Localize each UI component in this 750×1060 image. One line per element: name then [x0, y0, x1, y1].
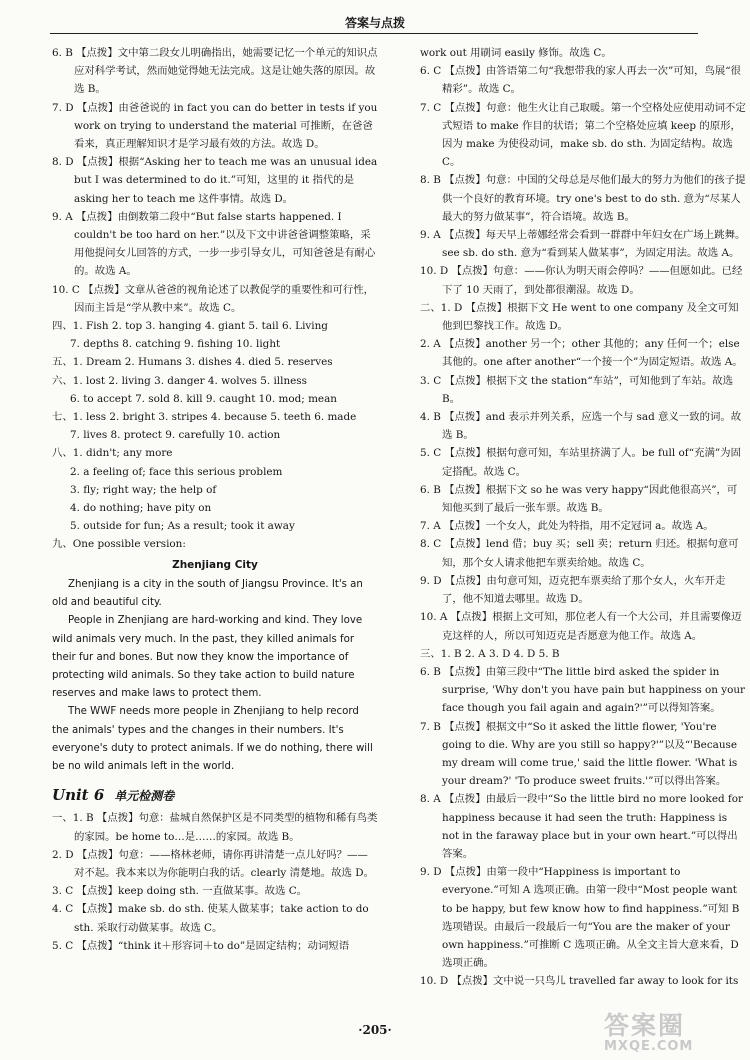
page-number: ·205· — [358, 1023, 392, 1037]
answer-item: 3. C 【点拨】根据下文 the station“车站”，可知他到了车站。故选 B。 — [420, 374, 734, 405]
answer-item: 5. C 【点拨】根据句意可知，车站里挤满了人。be full of“充满”为固定搭配。故选 C。 — [420, 447, 741, 478]
answer-line: 3. fly; right way; the help of — [70, 483, 217, 496]
left-column — [52, 44, 378, 955]
answer-item: 7. A 【点拨】一个女人，此处为特指，用不定冠词 a。故选 A。 — [420, 520, 714, 533]
answer-item: 2. A 【点拨】another 另一个；other 其他的；any 任何一个；else 其他的。one after another“一个接一个”为固定短语。故选 A。 — [420, 338, 743, 369]
answer-line: 5. outside for fun; As a result; took it away — [70, 520, 295, 533]
watermark-line1: 答案圈 — [604, 1011, 686, 1040]
unit-subtitle: 单元检测卷 — [114, 789, 175, 804]
watermark-logo — [604, 1012, 744, 1056]
answer-item: 9. D 【点拨】由第一段中“Happiness is important to everyone.”可知 A 选项正确。由第一段中“Most people want to be happy, but few know how to find happiness.”可知 B 选项错误。由最后一段最后一句“You are the maker of your own happiness.”可推断 C 选项正确。从全文主旨大意来看，D 选项正确。 — [420, 866, 740, 970]
section-line: 九、One possible version: — [52, 538, 186, 551]
section-line: 四、1. Fish 2. top 3. hanging 4. giant 5. tail 6. Living — [52, 320, 328, 333]
answer-item: 二、1. D 【点拨】根据下文 He went to one company 及全文可知他到巴黎找工作。故选 D。 — [420, 301, 739, 333]
answer-item: 10. D 【点拨】句意：——你认为明天雨会停吗？——但愿如此。已经下了 10 天雨了，到处都很潮湿。故选 D。 — [420, 265, 743, 296]
answer-item: 8. A 【点拨】由最后一段中“So the little bird no more looked for happiness because it had seen the truth: Happiness is not in the faraway place but in your own heart.”可以得出答案。 — [420, 793, 743, 860]
unit-heading — [52, 786, 378, 805]
essay-title: Zhenjiang City — [172, 558, 258, 571]
answer-line: 7. lives 8. protect 9. carefully 10. action — [70, 429, 281, 442]
answer-item: 6. B 【点拨】由第三段中“The little bird asked the spider in surprise, 'Why don't you have pain but happiness on your face though you fail again and again?'”可以得知答案。 — [420, 665, 746, 715]
watermark-line2: MXQE.COM — [604, 1039, 694, 1054]
section-line: 七、1. less 2. bright 3. stripes 4. because 5. teeth 6. made — [52, 411, 357, 424]
answer-item: 10. A 【点拨】根据上文可知，那位老人有一个大公司，并且需要像迈克这样的人，所以可知迈克是否愿意为他工作。故选 A。 — [420, 611, 742, 642]
answer-item: 9. A 【点拨】由倒数第二段中“But false starts happened. I couldn't be too hard on her.”以及下文中讲爸爸调整策略，采用他提问女儿回答的方式，一步一步引导女儿，可知爸爸是有耐心的。故选 A。 — [52, 210, 376, 278]
answer-item: 6. B 【点拨】文中第二段女儿明确指出，她需要记忆一个单元的知识点应对科学考试，然而她觉得她无法完成。这是让她失落的原因。故选 B。 — [52, 47, 378, 96]
answer-item: 8. C 【点拨】lend 借；buy 买；sell 卖；return 归还。根据句意可知，那个女人请求他把车票卖给她。故选 C。 — [420, 538, 739, 569]
answer-item: 3. C 【点拨】keep doing sth. 一直做某事。故选 C。 — [52, 885, 308, 898]
answer-item: 6. C 【点拨】由答语第二句“我想带我的家人再去一次”可知，鸟展“很精彩”。故选 C。 — [420, 65, 741, 96]
unit-title: Unit 6 — [52, 786, 105, 805]
section-line: 八、1. didn't; any more — [52, 447, 173, 460]
answer-item: 4. C 【点拨】make sb. do sth. 使某人做某事；take action to do sth. 采取行动做某事。故选 C。 — [52, 903, 369, 934]
answer-item: 4. B 【点拨】and 表示并列关系，应选一个与 sad 意义一致的词。故选 B。 — [420, 411, 742, 442]
answer-item: 10. D 【点拨】文中说一只鸟儿 travelled far away to look for its — [420, 975, 739, 988]
page-header: 答案与点拨 — [344, 16, 405, 30]
right-column — [420, 44, 746, 991]
answer-item: 6. B 【点拨】根据下文 so he was very happy“因此他很高兴”，可知他买到了最后一张车票。故选 B。 — [420, 483, 738, 515]
answer-item: 2. D 【点拨】句意：——格林老师，请你再讲清楚一点儿好吗？——对不起。我本来以为你能明白我的话。clearly 清楚地。故选 D。 — [52, 848, 374, 879]
section-line: 五、1. Dream 2. Humans 3. dishes 4. died 5. reserves — [52, 356, 333, 369]
essay-paragraph: Zhenjiang is a city in the south of Jiangsu Province. It's an old and beautiful city. — [52, 578, 363, 609]
answer-item: 7. B 【点拨】根据文中“So it asked the little flower, 'You're going to die. Why are you still so happy?'”以及“'Because my dream will come true,' said the little flower. 'What is your dream?' 'To produce sweet fruits.'”可以得出答案。 — [420, 720, 738, 788]
answer-item: 10. C 【点拨】文章从爸爸的视角论述了以教促学的重要性和可行性，因而主旨是“学从教中来”。故选 C。 — [52, 283, 375, 314]
section-line: 六、1. lost 2. living 3. danger 4. wolves 5. illness — [52, 374, 307, 387]
answer-item: 一、1. B 【点拨】句意：盐城自然保护区是不同类型的植物和稀有鸟类的家园。be home to…是……的家园。故选 B。 — [52, 812, 378, 843]
answer-line: 4. do nothing; have pity on — [70, 502, 212, 515]
answer-item: 7. C 【点拨】句意：他生火让自己取暖。第一个空格处应使用动词不定式短语 to make 作目的状语；第二个空格处应填 keep 的原形，因为 make 为使役动词，make sb. do sth. 为固定结构。故选 C。 — [420, 101, 746, 169]
essay-paragraph: People in Zhenjiang are hard-working and kind. They love wild animals very much. In the past, they killed animals for their fur and bones. But now they know the importance of protecting wild animals. So they take action to build nature reserves and make laws to protect them. — [52, 615, 363, 700]
header-rule — [50, 33, 698, 34]
answer-item: 9. A 【点拨】每天早上蒂娜经常会看到一群群中年妇女在广场上跳舞。see sb. do sth. 意为“看到某人做某事”，为固定用法。故选 A。 — [420, 229, 746, 260]
answer-item: 7. D 【点拨】由爸爸说的 in fact you can do better in tests if you work on trying to understand the material 可推断，在爸爸看来，真正理解知识才是学习最有效的方法。故选 D。 — [52, 101, 378, 151]
answer-item: 9. D 【点拨】由句意可知，迈克把车票卖给了那个女人，火车开走了，他不知道去哪里。故选 D。 — [420, 574, 726, 606]
answer-item: 5. C 【点拨】“think it＋形容词＋to do”是固定结构；动词短语 — [52, 939, 350, 952]
answer-item: 8. B 【点拨】句意：中国的父母总是尽他们最大的努力为他们的孩子提供一个良好的教育环境。try one's best to do sth. 意为“尽某人最大的努力做某事”，符合语境。故选 B。 — [420, 174, 746, 223]
answer-continuation: work out 用刷词 easily 修饰。故选 C。 — [420, 47, 612, 59]
answer-line: 7. depths 8. catching 9. fishing 10. light — [70, 338, 281, 351]
essay-paragraph: The WWF needs more people in Zhenjiang to help record the animals' types and the changes in their numbers. It's everyone's duty to protect animals. If we do nothing, there will be no wild animals left in the world. — [52, 706, 373, 772]
section-line: 三、1. B 2. A 3. D 4. D 5. B — [420, 647, 560, 660]
answer-line: 6. to accept 7. sold 8. kill 9. caught 10. mod; mean — [70, 392, 337, 405]
answer-item: 8. D 【点拨】根据“Asking her to teach me was an unusual idea but I was determined to do it.”可知，这里的 it 指代的是 asking her to teach me 这件事情。故选 D。 — [52, 156, 378, 205]
answer-line: 2. a feeling of; face this serious problem — [70, 465, 283, 478]
